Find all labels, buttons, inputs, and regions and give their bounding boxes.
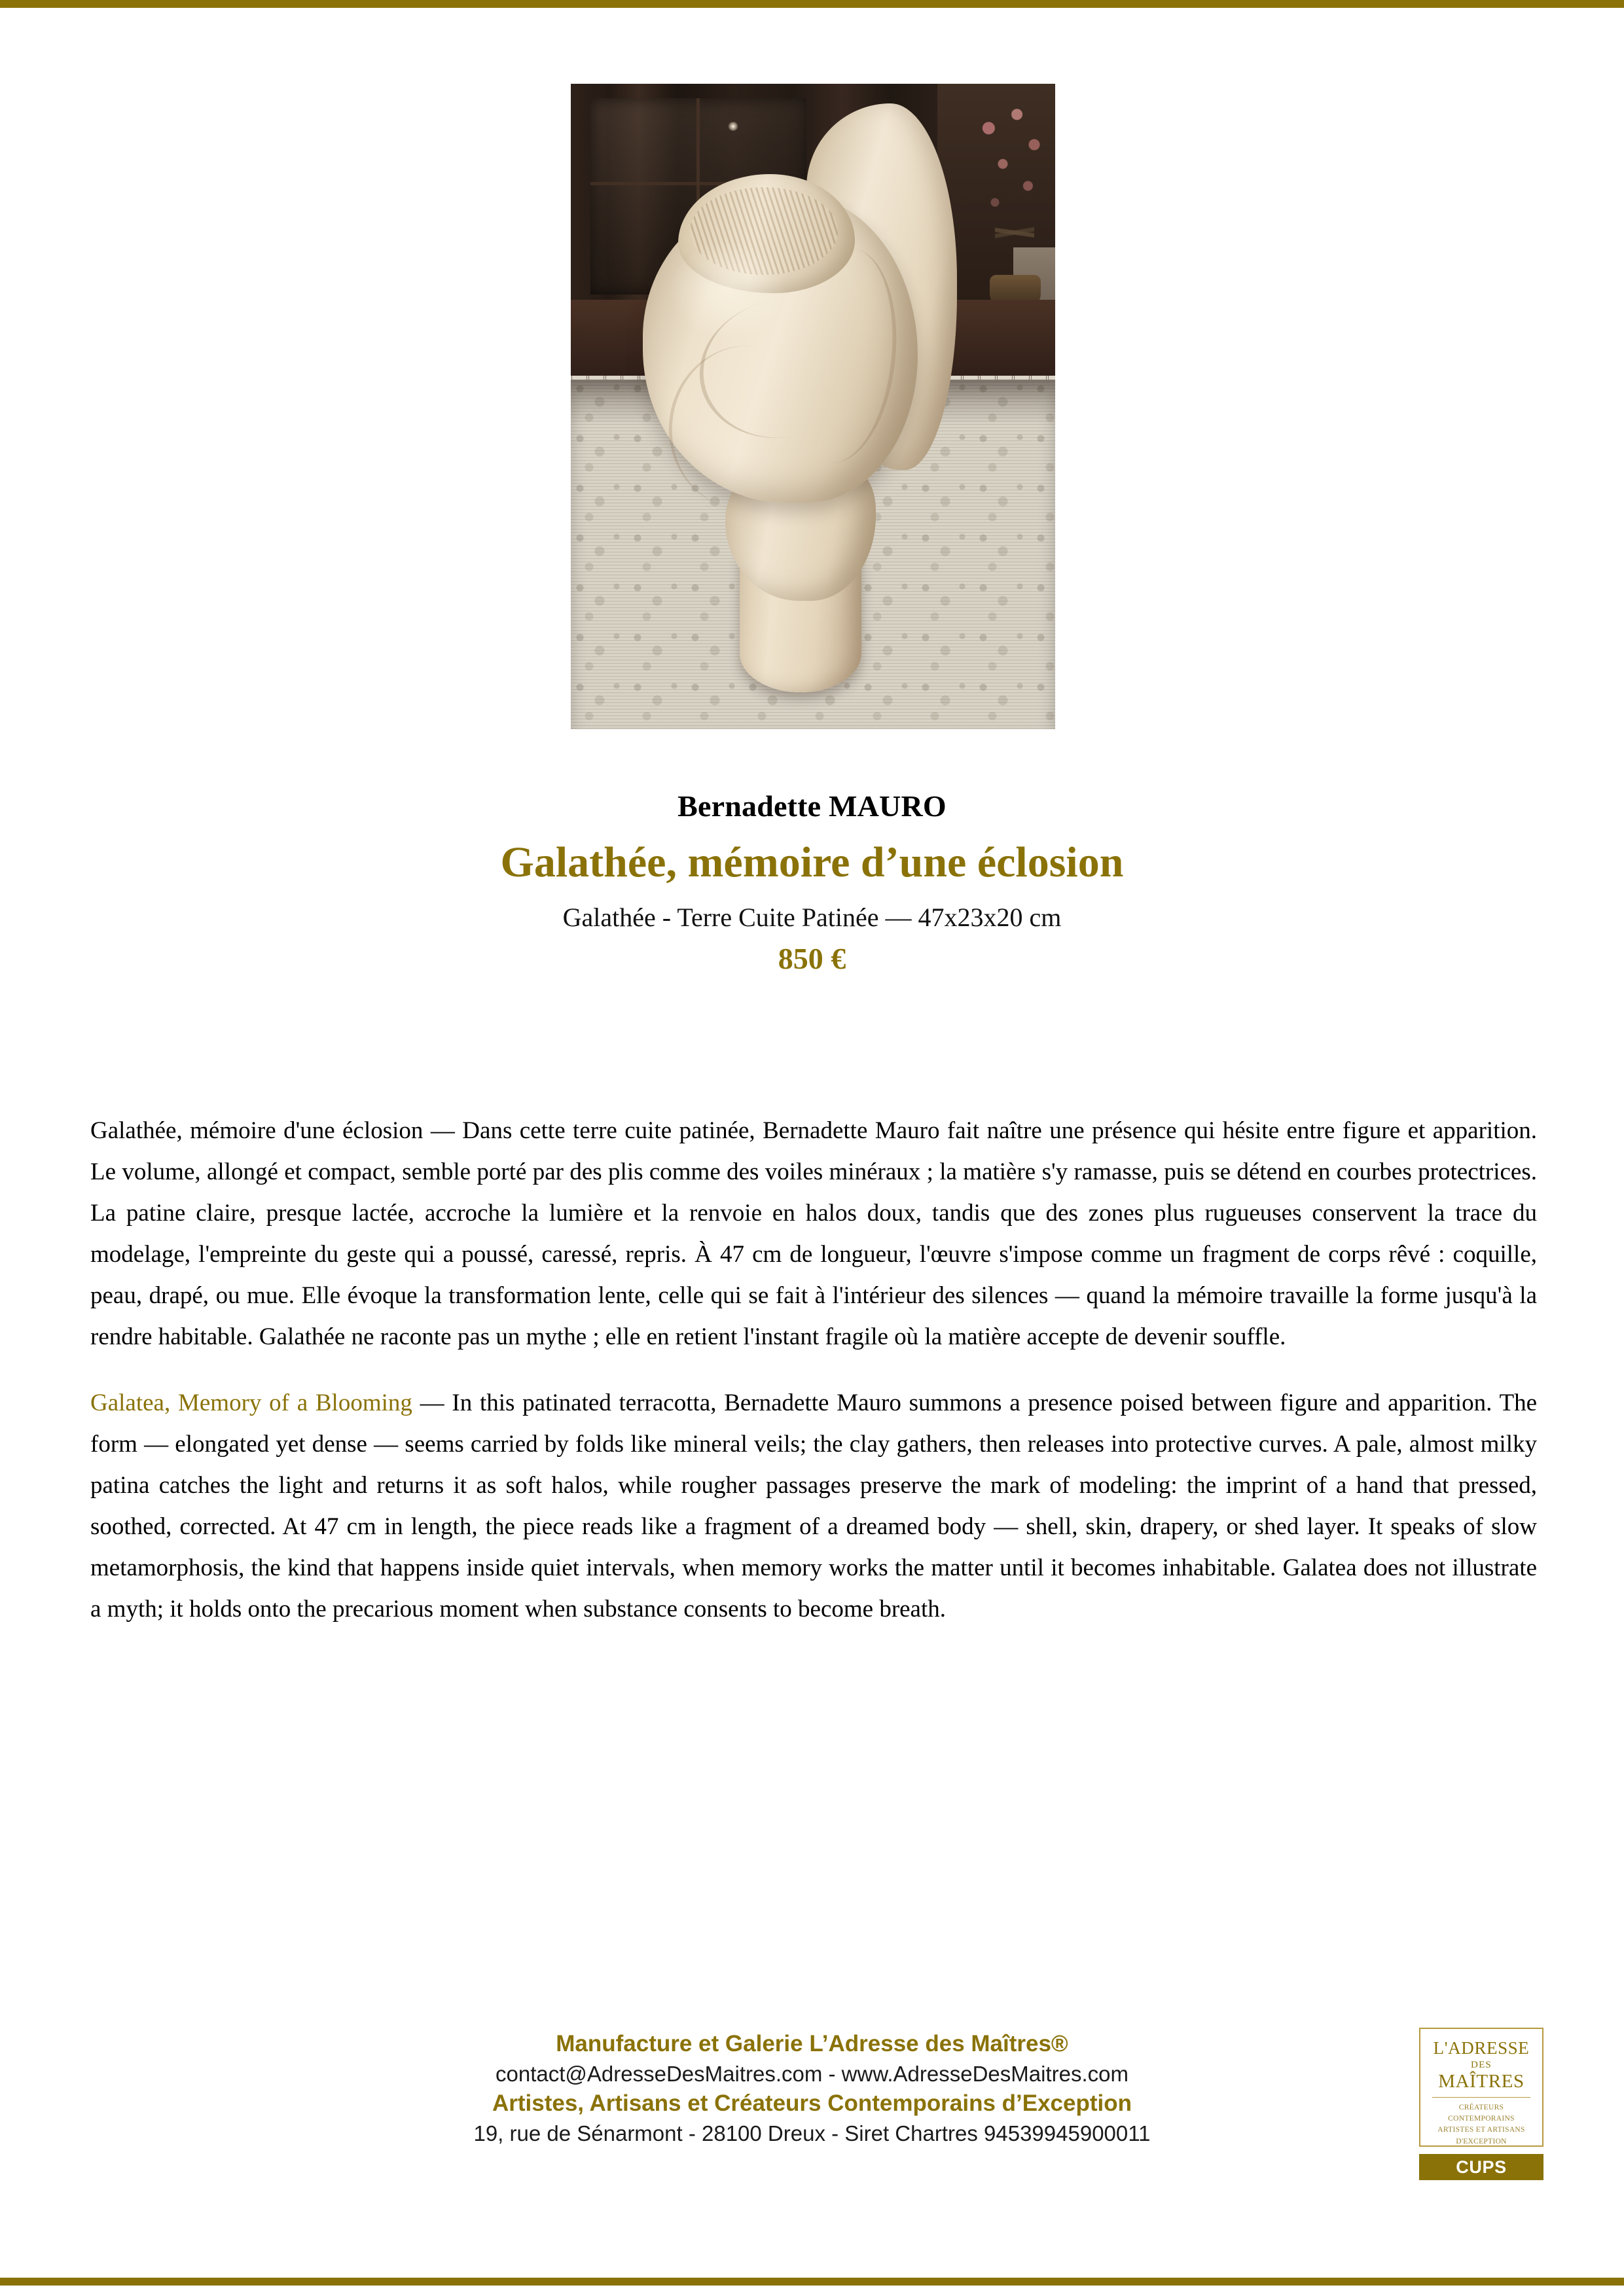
sculpture-highlight-glow [669,241,787,339]
bottom-gold-rule [0,2278,1624,2286]
logo-subtitle-line3: D'EXCEPTION [1456,2137,1507,2145]
artwork-specifications: Galathée - Terre Cuite Patinée — 47x23x20 cm [562,903,1062,932]
logo-subtitle-line1: CRÉATEURS CONTEMPORAINS [1448,2103,1515,2123]
logo-subtitle-line2: ARTISTES ET ARTISANS [1437,2126,1525,2134]
footer-address: 19, rue de Sénarmont - 28100 Dreux - Siret Chartres 94539945900011 [473,2121,1151,2145]
english-body-text: — In this patinated terracotta, Bernadette Mauro summons a presence poised between figure and apparition. The form — elongated yet dense — seems carried by folds like mineral veils; the clay gathers, then releases into protective curves. A pale, almost milky patina catches the light and returns it as soft halos, while rougher passages preserve the mark of modeling: the imprint of a hand that pressed, soothed, corrected. At 47 cm in length, the piece reads like a fragment of a dreamed body — shell, skin, drapery, or shed layer. It speaks of slow metamorphosis, the kind that happens inside quiet intervals, when memory works the matter until it becomes inhabitable. Galatea does not illustrate a myth; it holds onto the precarious moment when substance consents to become breath. [90,1390,1538,1623]
page-footer [0,2029,1624,2148]
description-paragraph-english [90,1382,1537,1630]
photo-light-reflection [728,122,738,131]
top-gold-rule [0,0,1624,8]
description-block [90,1110,1537,1630]
cups-badge: CUPS [1419,2154,1543,2180]
french-lead-in: Galathée, mémoire d'une éclosion [90,1117,424,1144]
artwork-title: Galathée, mémoire d’une éclosion [500,838,1124,886]
brand-logo [1419,2028,1543,2180]
logo-line-adresse: L'ADRESSE [1433,2038,1530,2058]
description-paragraph-french [90,1110,1537,1357]
logo-frame [1419,2028,1543,2147]
footer-contact[interactable]: contact@AdresseDesMaitres.com - www.AdresseDesMaitres.com [496,2061,1128,2086]
artist-name: Bernadette MAURO [677,789,947,823]
french-body-text: — Dans cette terre cuite patinée, Bernadette Mauro fait naître une présence qui hésite entre figure et apparition. Le volume, allongé et compact, semble porté par des plis comme des voiles minéraux ; la matière s'y ramasse, puis se détend en courbes protectrices. La patine claire, presque lactée, accroche la lumière et la renvoie en halos doux, tandis que des zones plus rugueuses conservent la trace du modelage, l'empreinte du geste qui a poussé, caressé, repris. À 47 cm de longueur, l'œuvre s'impose comme un fragment de corps rêvé : coquille, peau, drapé, ou mue. Elle évoque la transformation lente, celle qui se fait à l'intérieur des silences — quand la mémoire travaille la forme jusqu'à la rendre habitable. Galathée ne raconte pas un mythe ; elle en retient l'instant fragile où la matière accepte de devenir souffle. [90,1117,1537,1350]
artwork-price: 850 € [778,942,846,975]
footer-company-name: Manufacture et Galerie L’Adresse des Maîtres® [556,2031,1068,2056]
photo-dried-flowers [971,103,1050,241]
footer-tagline: Artistes, Artisans et Créateurs Contemporains d’Exception [492,2090,1132,2117]
logo-line-maitres: MAÎTRES [1438,2070,1525,2092]
english-lead-in: Galatea, Memory of a Blooming [90,1390,412,1416]
logo-line-des: DES [1471,2059,1492,2070]
logo-divider [1432,2097,1530,2098]
artwork-photo [571,84,1055,729]
